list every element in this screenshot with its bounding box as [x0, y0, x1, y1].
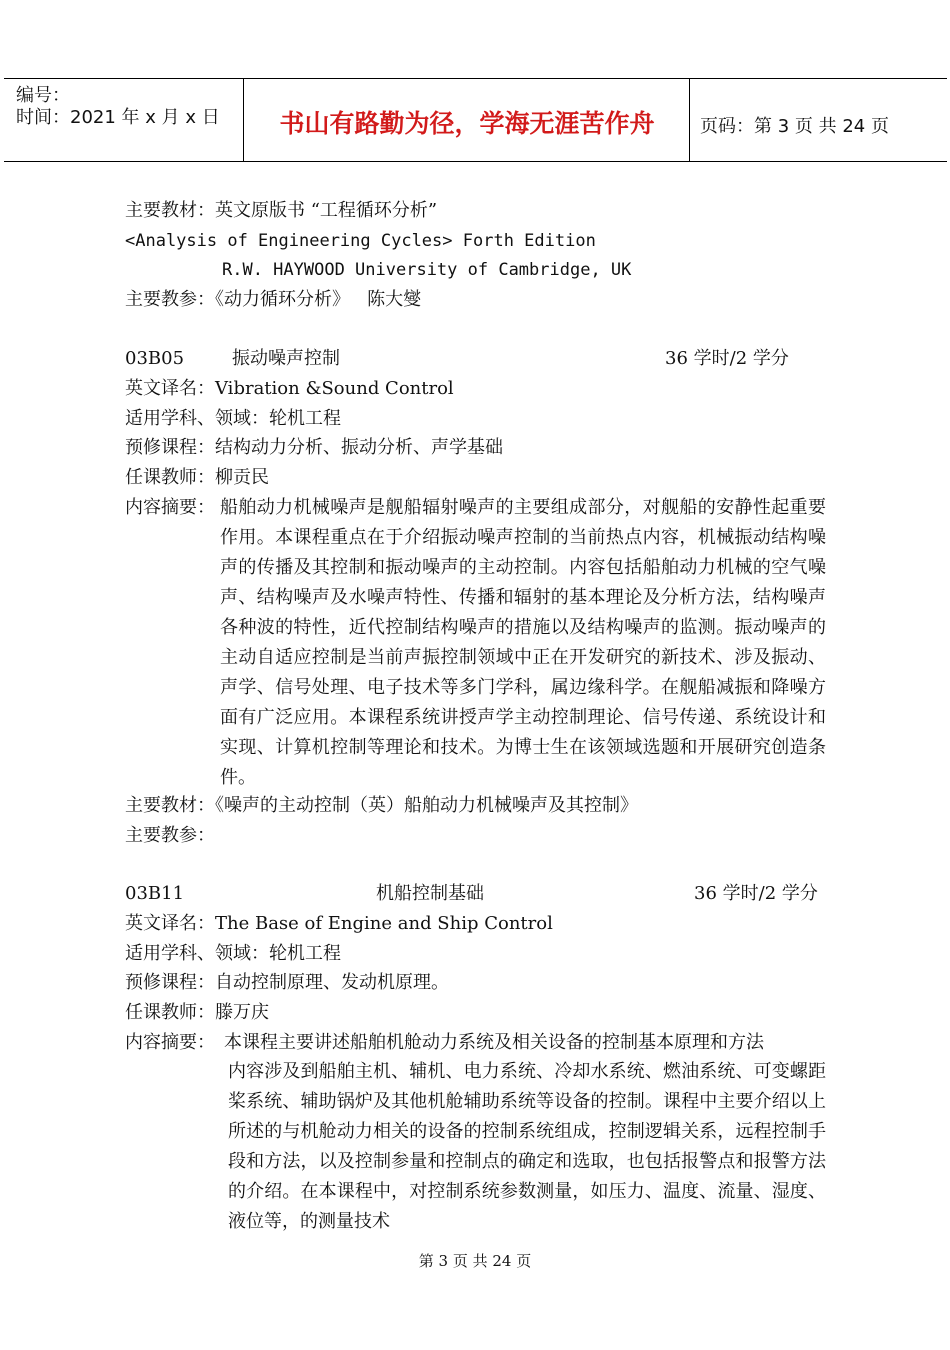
section1-reference: 主要教参：《动力循环分析》 陈大燮: [125, 289, 422, 310]
header-divider-left: [243, 78, 244, 162]
header-meta: [16, 85, 220, 129]
course2-summary: 内容涉及到船舶主机、辅机、电力系统、冷却水系统、燃油系统、可变螺距桨系统、辅助锅炉及其他机舱辅助系统等设备的控制。课程中主要介绍以上所述的与机舱动力相关的设备的控制系统组成，控制逻辑关系，远程控制手段和方法，以及控制参量和控制点的确定和选取，也包括报警点和报警方法的介绍。在本课程中，对控制系统参数测量，如压力、温度、流量、湿度、液位等，的测量技术: [228, 1061, 826, 1232]
header-divider-right: [689, 78, 690, 162]
course2-field: 适用学科、领域：轮机工程: [125, 943, 341, 964]
course2-summary-first-line: 本课程主要讲述船舶机舱动力系统及相关设备的控制基本原理和方法: [224, 1032, 764, 1053]
course2-code: 03B11: [125, 883, 185, 904]
section1-author: R.W. HAYWOOD University of Cambridge, UK: [222, 260, 632, 280]
course2-prerequisites: 预修课程：自动控制原理、发动机原理。: [125, 972, 449, 993]
course2-name: 机船控制基础: [376, 883, 484, 904]
section1-textbook: 主要教材：英文原版书 “工程循环分析”: [125, 200, 438, 221]
course1-name: 振动噪声控制: [232, 348, 340, 369]
header-bottom-rule: [4, 161, 947, 162]
course1-field: 适用学科、领域：轮机工程: [125, 408, 341, 429]
course2-hours: 36 学时/2 学分: [694, 883, 818, 904]
course1-code: 03B05: [125, 348, 185, 369]
header-top-rule: [4, 78, 947, 79]
section1-textbook-english: <Analysis of Engineering Cycles> Forth Edition: [125, 231, 596, 251]
page-footer: 第 3 页 共 24 页: [418, 1252, 532, 1270]
course2-teacher: 任课教师：滕万庆: [125, 1002, 269, 1023]
course1-hours: 36 学时/2 学分: [665, 348, 789, 369]
course1-summary-label: 内容摘要：: [125, 497, 215, 518]
header-page-number: 页码：第 3 页 共 24 页: [700, 116, 889, 137]
course1-teacher: 任课教师：柳贡民: [125, 467, 269, 488]
course1-reference: 主要教参：: [125, 825, 215, 846]
header-motto: 书山有路勤为径，学海无涯苦作舟: [279, 109, 655, 138]
document-date: 时间：2021 年 x 月 x 日: [16, 107, 220, 128]
course1-summary: 船舶动力机械噪声是舰船辐射噪声的主要组成部分，对舰船的安静性起重要作用。本课程重点在于介绍振动噪声控制的当前热点内容，机械振动结构噪声的传播及其控制和振动噪声的主动控制。内容包括船舶动力机械的空气噪声、结构噪声及水噪声特性、传播和辐射的基本理论及分析方法，结构噪声各种波的特性，近代控制结构噪声的措施以及结构噪声的监测。振动噪声的主动自适应控制是当前声振控制领域中正在开发研究的新技术、涉及振动、声学、信号处理、电子技术等多门学科，属边缘科学。在舰船减振和降噪方面有广泛应用。本课程系统讲授声学主动控制理论、信号传递、系统设计和实现、计算机控制等理论和技术。为博士生在该领域选题和开展研究创造条件。: [220, 497, 826, 788]
document-number-label: 编号：: [16, 85, 70, 106]
course2-summary-label: 内容摘要：: [125, 1032, 215, 1053]
course1-prerequisites: 预修课程：结构动力分析、振动分析、声学基础: [125, 437, 503, 458]
course1-textbook: 主要教材：《噪声的主动控制（英）船舶动力机械噪声及其控制》: [125, 795, 638, 816]
course1-english-name: 英文译名：Vibration &Sound Control: [125, 378, 454, 399]
course2-english-name: 英文译名：The Base of Engine and Ship Control: [125, 913, 553, 934]
